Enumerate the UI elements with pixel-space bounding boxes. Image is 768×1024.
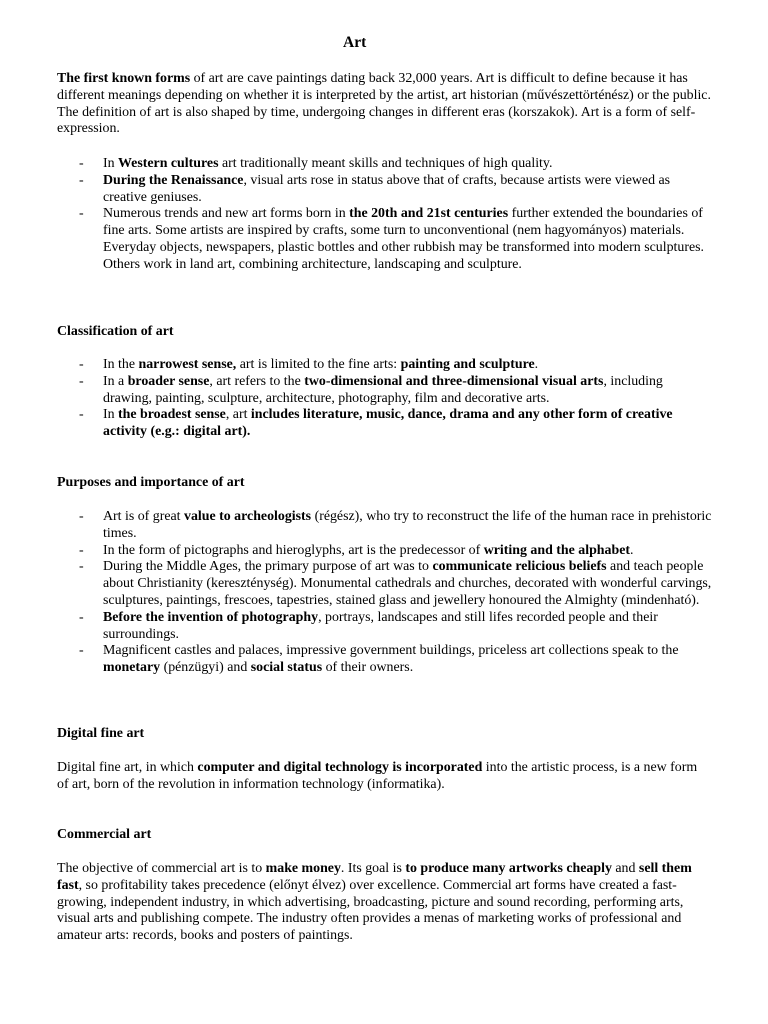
text-run: During the Middle Ages, the primary purpose of art was to — [103, 559, 433, 575]
list-item — [57, 206, 712, 273]
page-title: Art — [343, 34, 367, 51]
bold-text: Before the invention of photography — [103, 609, 319, 625]
digital-heading: Digital fine art — [57, 726, 145, 741]
text-run: , including drawing, painting, sculpture, architecture, photography, film and decorative arts. — [103, 373, 663, 406]
bold-text: sell them fast — [57, 861, 692, 893]
list-item — [57, 407, 712, 441]
bold-text: the 20th and 21st centuries — [349, 206, 509, 222]
text-run: (régész), who try to reconstruct the life of the human race in prehistoric times. — [103, 509, 712, 541]
text-run: , so profitability takes precedence (előnyt élvez) over excellence. Commercial art forms have created a fast-growing, independent industry, in which advertising, broadcasting, picture and sound recording, performing arts, visual arts and publishing compete. The industry often provides a menas of marketing works of professional and amateur arts: records, books and posters of paintings. — [57, 877, 684, 944]
dash-bullet: - — [79, 542, 84, 558]
purposes-list — [57, 509, 712, 677]
text-run: further extended the boundaries of fine arts. Some artists are inspired by crafts, some turn to unconventional (nem hagyományos) materials. Everyday objects, newspapers, plastic bottles and other rubbish may be transformed into modern sculptures. Others work in land art, combining architecture, landscaping and sculpture. — [103, 206, 705, 272]
bold-text: social status — [250, 660, 323, 676]
purposes-heading: Purposes and importance of art — [57, 475, 245, 490]
bold-text: writing and the alphabet — [483, 542, 630, 558]
bold-text: the broadest sense — [118, 407, 226, 423]
text-run: In the form of pictographs and hieroglyphs, art is the predecessor of — [103, 542, 484, 558]
text-run: Art is of great — [103, 509, 185, 524]
dash-bullet: - — [79, 357, 84, 372]
list-item — [57, 610, 712, 644]
bold-text: Western cultures — [118, 156, 219, 171]
dash-bullet: - — [79, 407, 84, 423]
list-item — [57, 509, 712, 543]
dash-bullet: - — [79, 156, 84, 171]
text-run: of their owners. — [322, 660, 414, 676]
text-run: In the — [103, 357, 139, 372]
dash-bullet: - — [79, 509, 84, 524]
classification-heading: Classification of art — [57, 324, 174, 339]
bold-text: two-dimensional and three-dimensional visual arts — [304, 373, 604, 389]
list-item — [57, 357, 712, 374]
digital-paragraph — [57, 760, 712, 794]
intro-paragraph — [57, 71, 712, 138]
list-item — [57, 374, 712, 408]
text-run: Magnificent castles and palaces, impressive government buildings, priceless art collections speak to the — [103, 643, 679, 659]
list-item — [57, 156, 712, 173]
dash-bullet: - — [79, 206, 84, 222]
text-run: and — [611, 861, 639, 876]
list-item — [57, 173, 712, 207]
bold-text: broader sense — [127, 373, 210, 389]
list-item — [57, 543, 712, 560]
bold-text: During the Renaissance — [103, 172, 244, 188]
list-item — [57, 559, 712, 609]
bold-text: painting and sculpture — [400, 357, 535, 372]
text-run: In a — [103, 373, 128, 389]
text-run: In — [103, 156, 119, 171]
bold-text: monetary — [103, 660, 161, 676]
commercial-heading: Commercial art — [57, 827, 152, 842]
text-run: art traditionally meant skills and techniques of high quality. — [218, 156, 553, 171]
classification-list — [57, 357, 712, 441]
list-item — [57, 643, 712, 677]
text-run: , visual arts rose in status above that of crafts, because artists were viewed as creative geniuses. — [103, 172, 671, 205]
text-run: Numerous trends and new art forms born in — [103, 206, 350, 222]
bold-text: narrowest sense, — [138, 357, 237, 372]
dash-bullet: - — [79, 373, 84, 389]
bold-text: communicate relicious beliefs — [432, 559, 607, 575]
bold-text: The first known forms — [57, 71, 191, 86]
text-run: . — [534, 357, 539, 372]
text-run: , portrays, landscapes and still lifes recorded people and their surroundings. — [103, 609, 658, 642]
text-run: . Its goal is — [340, 861, 406, 876]
bold-text: computer and digital technology is incorporated — [197, 760, 483, 775]
dash-bullet: - — [79, 559, 84, 575]
text-run: In — [103, 407, 119, 423]
bold-text: includes literature, music, dance, drama and any other form of creative activity (e.g.: digital art). — [103, 407, 673, 440]
text-run: . — [630, 542, 634, 558]
text-run: Digital fine art, in which — [57, 760, 198, 775]
text-run: into the artistic process, is a new form of art, born of the revolution in information technology (informatika). — [57, 760, 698, 792]
commercial-paragraph — [57, 861, 712, 945]
text-run: The objective of commercial art is to — [57, 861, 266, 876]
bold-text: make money — [265, 861, 341, 876]
dash-bullet: - — [79, 609, 84, 625]
bold-text: value to archeologists — [184, 509, 312, 524]
text-run: art is limited to the fine arts: — [236, 357, 401, 372]
text-run: , art refers to the — [209, 373, 305, 389]
text-run: (pénzügyi) and — [160, 660, 251, 676]
bold-text: to produce many artworks cheaply — [405, 861, 612, 876]
text-run: and teach people about Christianity (kereszténység). Monumental cathedrals and churches, decorated with wonderful carvings, sculptures, paintings, frescoes, tapestries, stained glass and jewellery honoured the Almighty (mindenható). — [103, 559, 712, 608]
dash-bullet: - — [79, 172, 84, 188]
intro-list — [57, 156, 712, 274]
dash-bullet: - — [79, 643, 84, 659]
text-run: , art — [225, 407, 251, 423]
text-run: of art are cave paintings dating back 32,000 years. Art is difficult to define because it has different meanings depending on whether it is interpreted by the artist, art historian (művészettörténész) or the public. The definition of art is also shaped by time, undergoing changes in different eras (korszakok). Art is a form of self-expression. — [57, 71, 711, 137]
